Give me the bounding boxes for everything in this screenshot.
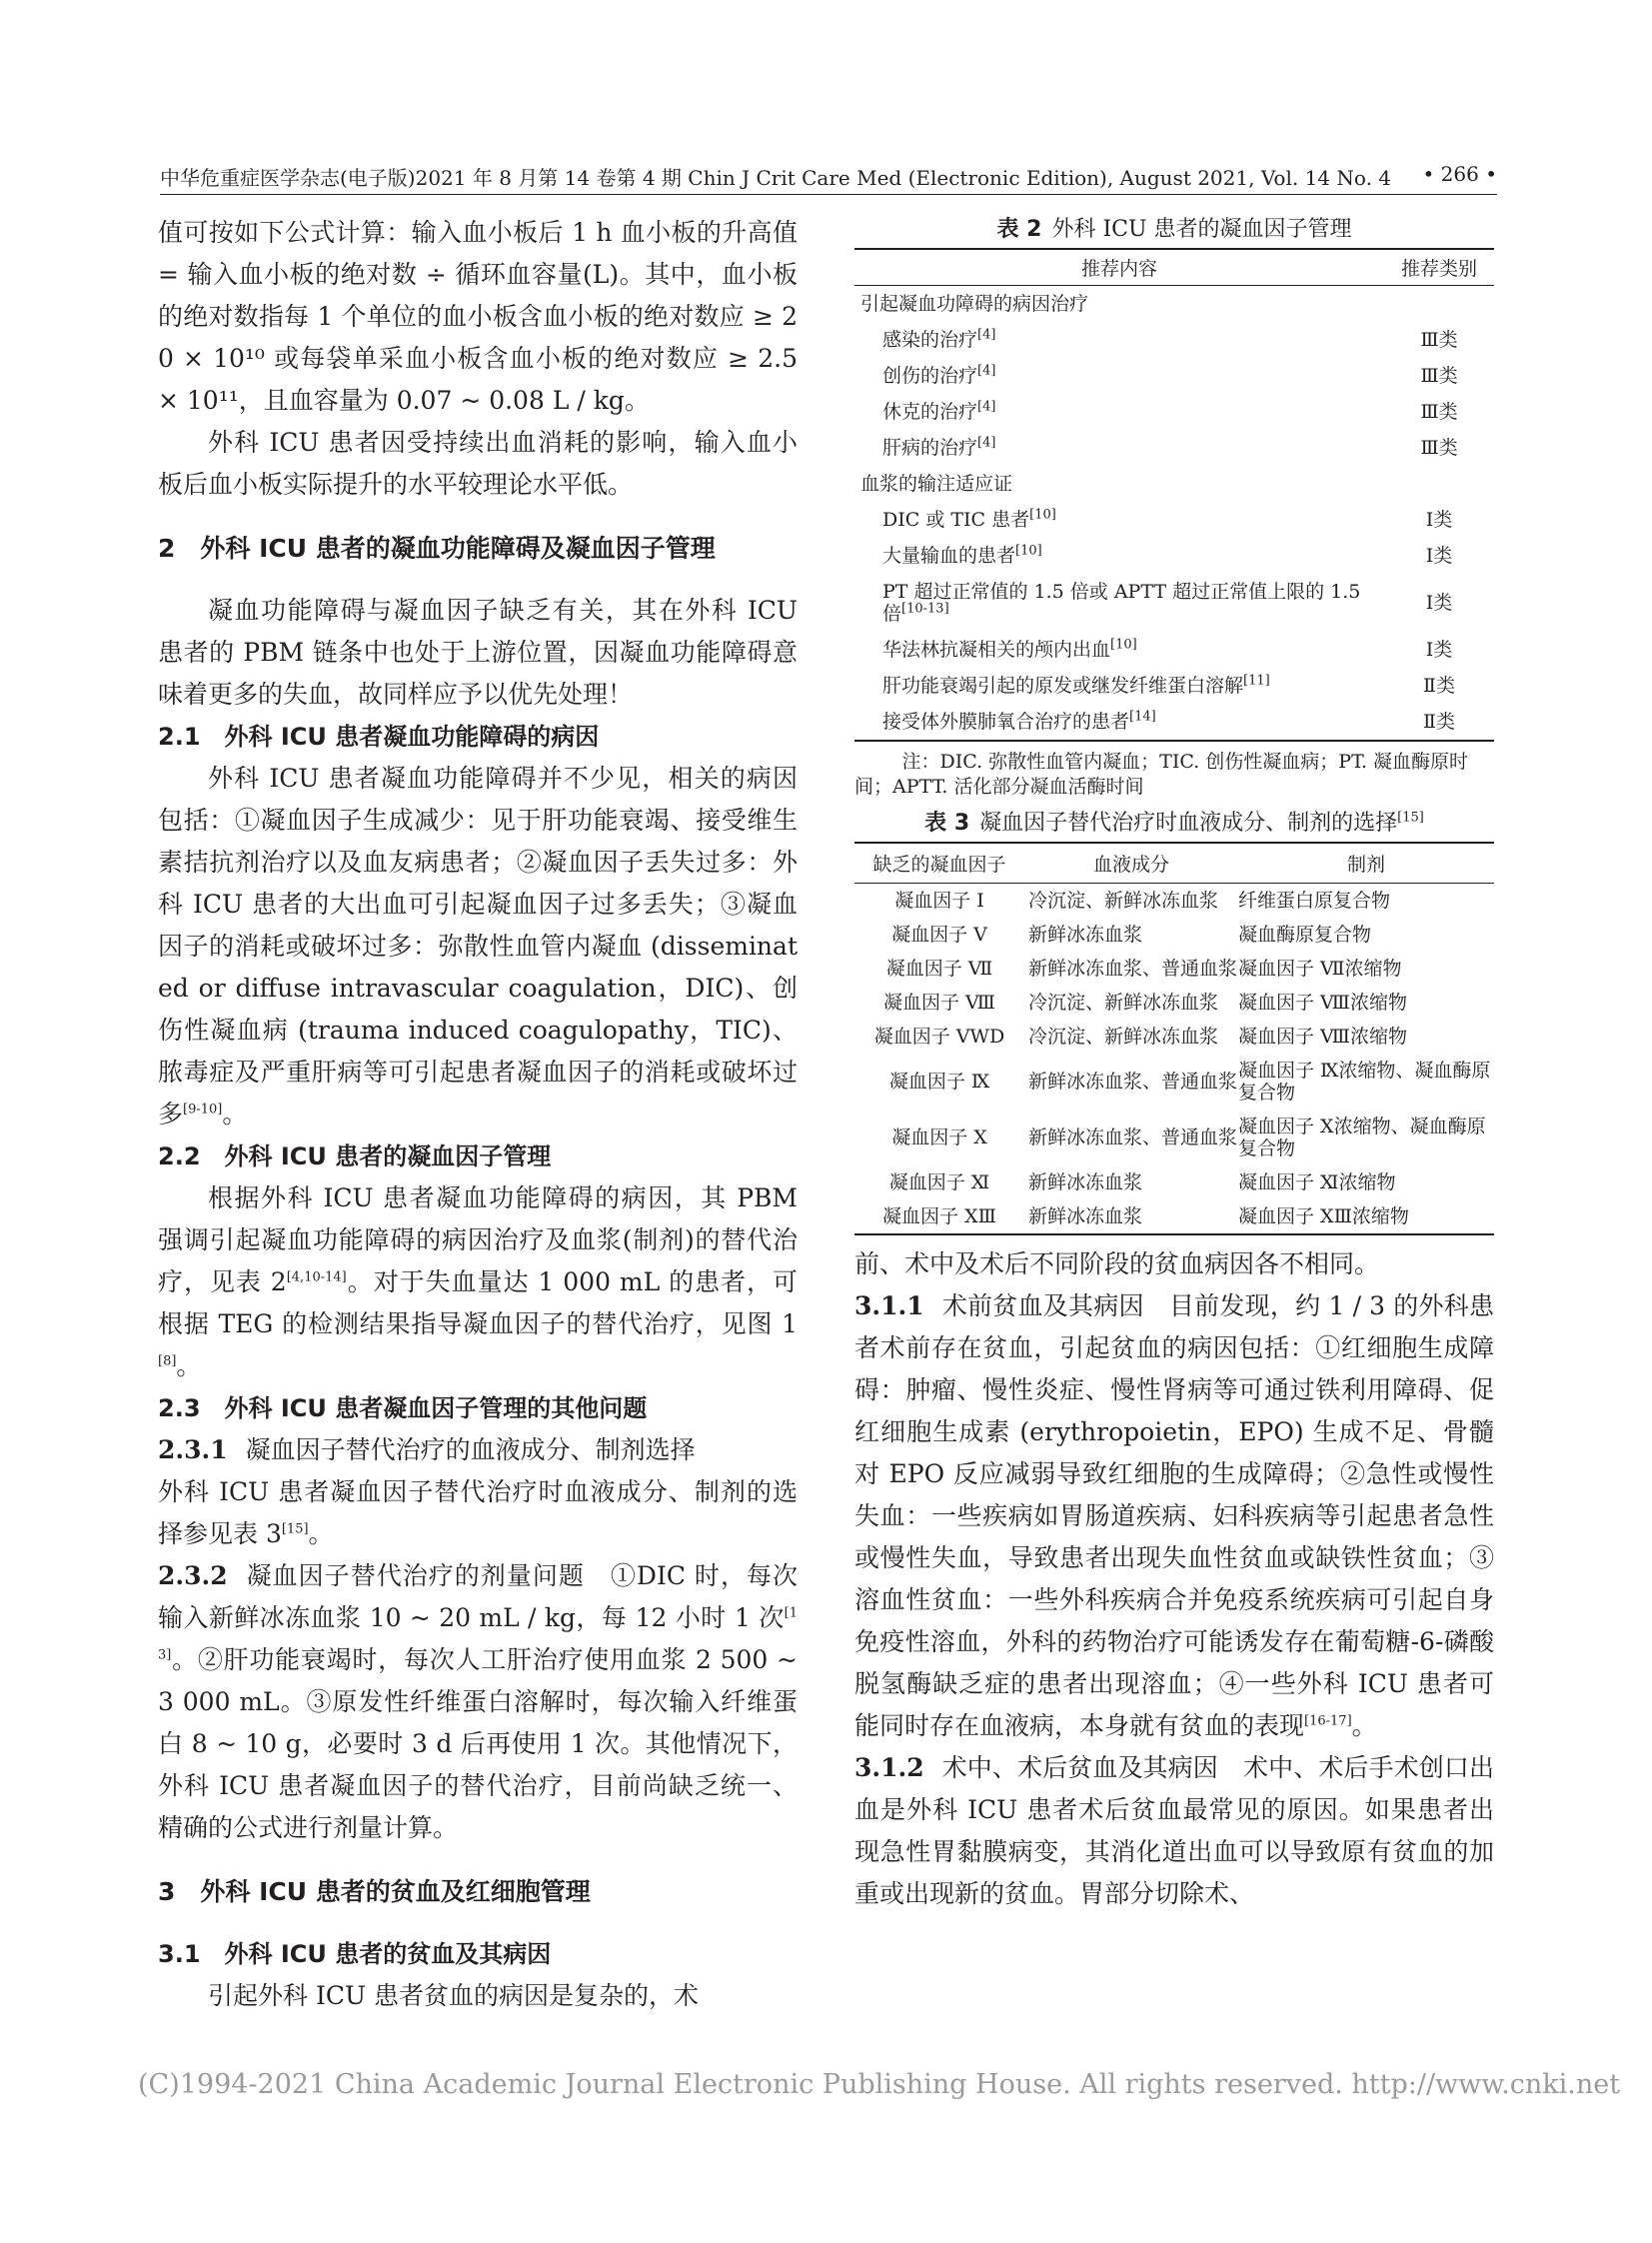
table3-prep: 凝血因子 Ⅶ浓缩物 <box>1238 958 1402 980</box>
table2-header-content: 推荐内容 <box>854 249 1384 286</box>
table2-class: Ⅰ类 <box>1425 639 1453 661</box>
table-row <box>854 668 1494 704</box>
table2-class: Ⅲ类 <box>1420 365 1458 387</box>
table3-factor: 凝血因子 Ⅰ <box>894 890 984 912</box>
paragraph-coagulation-intro: 凝血功能障碍与凝血因子缺乏有关，其在外科 ICU 患者的 PBM 链条中也处于上游位置，因凝血功能障碍意味着更多的失血，故同样应予以优先处理！ <box>158 596 798 709</box>
table3-prep: 纤维蛋白原复合物 <box>1238 890 1391 912</box>
table3-prep: 凝血酶原复合物 <box>1238 924 1372 946</box>
table2 <box>854 248 1494 742</box>
table3-blood: 冷沉淀、新鲜冰冻血浆 <box>1028 992 1219 1014</box>
table2-item: 大量输血的患者[10] <box>882 543 1042 567</box>
table2-item: 华法林抗凝相关的颅内出血[10] <box>882 637 1137 661</box>
table2-note: 注：DIC. 弥散性血管内凝血；TIC. 创伤性凝血病；PT. 凝血酶原时间；APTT. 活化部分凝血活酶时间 <box>854 751 1469 798</box>
table3-caption: 表 3 凝血因子替代治疗时血液成分、制剂的选择[15] <box>924 810 1424 836</box>
citation-ref[interactable]: [11] <box>1243 673 1270 689</box>
table3-header-prep: 制剂 <box>1238 843 1494 884</box>
section-heading-2: 2 外科 ICU 患者的凝血功能障碍及凝血因子管理 <box>158 534 716 563</box>
copyright-watermark: (C)1994-2021 China Academic Journal Electronic Publishing House. All rights reserved. http://www.cnki.net <box>138 2069 1621 2100</box>
table-row <box>854 286 1494 323</box>
table3-factor: 凝血因子 VWD <box>873 1026 1005 1048</box>
paragraph-anemia-stages: 前、术中及术后不同阶段的贫血病因各不相同。 <box>854 1249 1380 1278</box>
table-row <box>854 322 1494 358</box>
table-row <box>854 574 1494 632</box>
table2-item: PT 超过正常值的 1.5 倍或 APTT 超过正常值上限的 1.5 倍[10-13] <box>882 581 1361 625</box>
table3-factor: 凝血因子 Ⅷ <box>883 992 995 1014</box>
table3-header-factor: 缺乏的凝血因子 <box>854 843 1024 884</box>
table2-item: 肝病的治疗[4] <box>882 435 996 459</box>
running-header <box>160 158 1497 195</box>
paragraph-2-3-2: 2.3.2 凝血因子替代治疗的剂量问题 ①DIC 时，每次输入新鲜冰冻血浆 10 ~ 20 mL / kg，每 12 小时 1 次[13]。②肝功能衰竭时，每次人工肝治疗使用血浆 2 500 ~ 3 000 mL。③原发性纤维蛋白溶解时，每次输入纤维蛋白 8 ~ 10 g，必要时 3 d 后再使用 1 次。其他情况下，外科 ICU 患者凝血因子的替代治疗，目前尚缺乏统一、精确的公式进行剂量计算。 <box>158 1561 798 1842</box>
table3-prep: 凝血因子 Ⅸ浓缩物、凝血酶原复合物 <box>1238 1060 1491 1104</box>
table-row <box>854 952 1494 986</box>
citation-ref[interactable]: [10] <box>1110 637 1137 653</box>
table2-item: 肝功能衰竭引起的原发或继发纤维蛋白溶解[11] <box>882 673 1270 697</box>
table-row <box>854 884 1494 919</box>
table3-prep: 凝血因子 Ⅷ浓缩物 <box>1238 1026 1407 1048</box>
paragraph-platelet-note: 外科 ICU 患者因受持续出血消耗的影响，输入血小板后血小板实际提升的水平较理论水平低。 <box>158 428 798 499</box>
table3-blood: 冷沉淀、新鲜冰冻血浆 <box>1028 1026 1219 1048</box>
subsection-heading-2-2: 2.2 外科 ICU 患者的凝血因子管理 <box>158 1142 552 1170</box>
table-row <box>854 704 1494 741</box>
subsection-heading-2-1: 2.1 外科 ICU 患者凝血功能障碍的病因 <box>158 723 600 751</box>
table3-blood: 新鲜冰冻血浆、普通血浆 <box>1028 958 1238 980</box>
citation-ref[interactable]: [16-17] <box>1304 1713 1352 1729</box>
table2-class: Ⅰ类 <box>1425 545 1453 567</box>
journal-citation: 中华危重症医学杂志(电子版)2021 年 8 月第 14 卷第 4 期 Chin J Crit Care Med (Electronic Edition), August 2021, Vol. 14 No. 4 <box>160 166 1392 190</box>
table2-item: 接受体外膜肺氧合治疗的患者[14] <box>882 709 1156 733</box>
table3-prep: 凝血因子 Ⅺ浓缩物 <box>1238 1171 1396 1193</box>
table2-caption: 表 2 外科 ICU 患者的凝血因子管理 <box>996 217 1352 242</box>
table2-class: Ⅰ类 <box>1425 592 1453 614</box>
table3-factor: 凝血因子 Ⅹ <box>891 1126 987 1148</box>
citation-ref[interactable]: [4] <box>977 435 996 451</box>
table-row <box>854 1054 1494 1110</box>
table-row <box>854 1165 1494 1199</box>
paragraph-2-3-1: 2.3.1 凝血因子替代治疗的血液成分、制剂选择 外科 ICU 患者凝血因子替代治疗时血液成分、制剂的选择参见表 3[15]。 <box>158 1435 798 1548</box>
table2-item: 感染的治疗[4] <box>882 327 996 351</box>
table3-factor: 凝血因子 Ⅸ <box>888 1071 990 1093</box>
table-row <box>854 986 1494 1020</box>
table2-class <box>1384 286 1494 323</box>
table3-prep: 凝血因子 ⅩⅢ浓缩物 <box>1238 1205 1409 1227</box>
table-row <box>854 358 1494 394</box>
table3-blood: 新鲜冰冻血浆、普通血浆 <box>1028 1126 1238 1148</box>
subsection-heading-3-1: 3.1 外科 ICU 患者的贫血及其病因 <box>158 1940 552 1968</box>
section-heading-3: 3 外科 ICU 患者的贫血及红细胞管理 <box>158 1877 591 1906</box>
table3 <box>854 842 1494 1235</box>
table3-blood: 冷沉淀、新鲜冰冻血浆 <box>1028 890 1219 912</box>
table2-class: Ⅲ类 <box>1420 401 1458 423</box>
table2-item: DIC 或 TIC 患者[10] <box>882 507 1056 531</box>
table3-factor: 凝血因子 Ⅶ <box>885 958 993 980</box>
paragraph-3-1-2: 3.1.2 术中、术后贫血及其病因 术中、术后手术创口出血是外科 ICU 患者术后贫血最常见的原因。如果患者出现急性胃黏膜病变，其消化道出血可以导致原有贫血的加重或出现新的贫血。胃部分切除术、 <box>854 1753 1494 1908</box>
table2-group-label: 血浆的输注适应证 <box>860 473 1013 495</box>
citation-ref[interactable]: [4] <box>977 363 996 379</box>
table3-prep: 凝血因子 Ⅷ浓缩物 <box>1238 992 1407 1014</box>
table-row <box>854 466 1494 502</box>
table2-item: 创伤的治疗[4] <box>882 363 996 387</box>
table-row <box>854 430 1494 466</box>
table3-factor: 凝血因子 Ⅺ <box>888 1171 990 1193</box>
table2-header-class: 推荐类别 <box>1384 249 1494 286</box>
paragraph-3-1-1: 3.1.1 术前贫血及其病因 目前发现，约 1 / 3 的外科患者术前存在贫血，引起贫血的病因包括：①红细胞生成障碍：肿瘤、慢性炎症、慢性肾病等可通过铁利用障碍、促红细胞生成素 (erythropoietin，EPO) 生成不足、骨髓对 EPO 反应减弱导致红细胞的生成障碍；②急性或慢性失血：一些疾病如胃肠道疾病、妇科疾病等引起患者急性或慢性失血，导致患者出现失血性贫血或缺铁性贫血；③溶血性贫血：一些外科疾病合并免疫系统疾病可引起自身免疫性溶血，外科的药物治疗可能诱发存在葡萄糖-6-磷酸脱氢酶缺乏症的患者出现溶血；④一些外科 ICU 患者可能同时存在血液病，本身就有贫血的表现[16-17]。 <box>854 1291 1495 1740</box>
table2-group-label: 引起凝血功障碍的病因治疗 <box>860 293 1089 315</box>
page-number: • 266 • <box>1422 162 1497 186</box>
citation-ref[interactable]: [10] <box>1015 543 1042 559</box>
table-row <box>854 1020 1494 1054</box>
paragraph-platelet-formula: 值可按如下公式计算：输入血小板后 1 h 血小板的升高值 = 输入血小板的绝对数 ÷ 循环血容量(L)。其中，血小板的绝对数指每 1 个单位的血小板含血小板的绝对数应 ≥ 20 × 10¹⁰ 或每袋单采血小板含血小板的绝对数应 ≥ 2.5 × 10¹¹，且血容量为 0.07 ~ 0.08 L / kg。 <box>158 218 798 415</box>
citation-ref[interactable]: [4] <box>977 327 996 343</box>
table3-blood: 新鲜冰冻血浆、普通血浆 <box>1028 1071 1238 1093</box>
table-row <box>854 1199 1494 1234</box>
left-column <box>158 212 798 2017</box>
table-row <box>854 502 1494 538</box>
table2-class: Ⅰ类 <box>1425 509 1453 531</box>
citation-ref[interactable]: [10] <box>1029 507 1056 523</box>
table2-class <box>1384 466 1494 502</box>
table2-class: Ⅲ类 <box>1420 329 1458 351</box>
table3-prep: 凝血因子 Ⅹ浓缩物、凝血酶原复合物 <box>1238 1116 1486 1159</box>
table3-blood: 新鲜冰冻血浆 <box>1028 924 1143 946</box>
subsection-heading-2-3: 2.3 外科 ICU 患者凝血因子管理的其他问题 <box>158 1394 648 1422</box>
table-row <box>854 632 1494 668</box>
citation-ref[interactable]: [8] <box>158 1353 177 1369</box>
citation-ref[interactable]: [4] <box>977 399 996 415</box>
paragraph-coagulation-management: 根据外科 ICU 患者凝血功能障碍的病因，其 PBM 强调引起凝血功能障碍的病因治疗及血浆(制剂)的替代治疗，见表 2[4,10-14]。对于失血量达 1 000 mL 的患者，可根据 TEG 的检测结果指导凝血因子的替代治疗，见图 1[8]。 <box>158 1183 798 1380</box>
table-row <box>854 394 1494 430</box>
table3-blood: 新鲜冰冻血浆 <box>1028 1171 1143 1193</box>
table3-factor: 凝血因子 ⅩⅢ <box>882 1205 996 1227</box>
paragraph-anemia-intro: 引起外科 ICU 患者贫血的病因是复杂的，术 <box>208 1981 699 2010</box>
table-row <box>854 918 1494 952</box>
table3-header-blood: 血液成分 <box>1024 843 1238 884</box>
table3-factor: 凝血因子 Ⅴ <box>891 924 987 946</box>
right-column <box>854 212 1494 1915</box>
table2-class: Ⅱ类 <box>1423 675 1455 697</box>
table2-item: 休克的治疗[4] <box>882 399 996 423</box>
table3-blood: 新鲜冰冻血浆 <box>1028 1205 1143 1227</box>
table2-class: Ⅱ类 <box>1423 711 1455 733</box>
citation-ref[interactable]: [9-10] <box>183 1102 223 1118</box>
paragraph-coagulation-causes: 外科 ICU 患者凝血功能障碍并不少见，相关的病因包括：①凝血因子生成减少：见于肝功能衰竭、接受维生素拮抗剂治疗以及血友病患者；②凝血因子丢失过多：外科 ICU 患者的大出血可引起凝血因子过多丢失；③凝血因子的消耗或破坏过多：弥散性血管内凝血 (disseminated or diffuse intravascular coagulation，DIC)、创伤性凝血病 (trauma induced coagulopathy，TIC)、脓毒症及严重肝病等可引起患者凝血因子的消耗或破坏过多[9-10]。 <box>158 764 798 1128</box>
citation-ref[interactable]: [4,10-14] <box>286 1269 347 1285</box>
table-row <box>854 1110 1494 1165</box>
table-row <box>854 538 1494 574</box>
table2-class: Ⅲ类 <box>1420 437 1458 459</box>
citation-ref[interactable]: [15] <box>281 1521 309 1537</box>
citation-ref[interactable]: [13] <box>158 1605 798 1663</box>
citation-ref[interactable]: [10-13] <box>901 601 949 617</box>
citation-ref[interactable]: [14] <box>1129 709 1156 725</box>
